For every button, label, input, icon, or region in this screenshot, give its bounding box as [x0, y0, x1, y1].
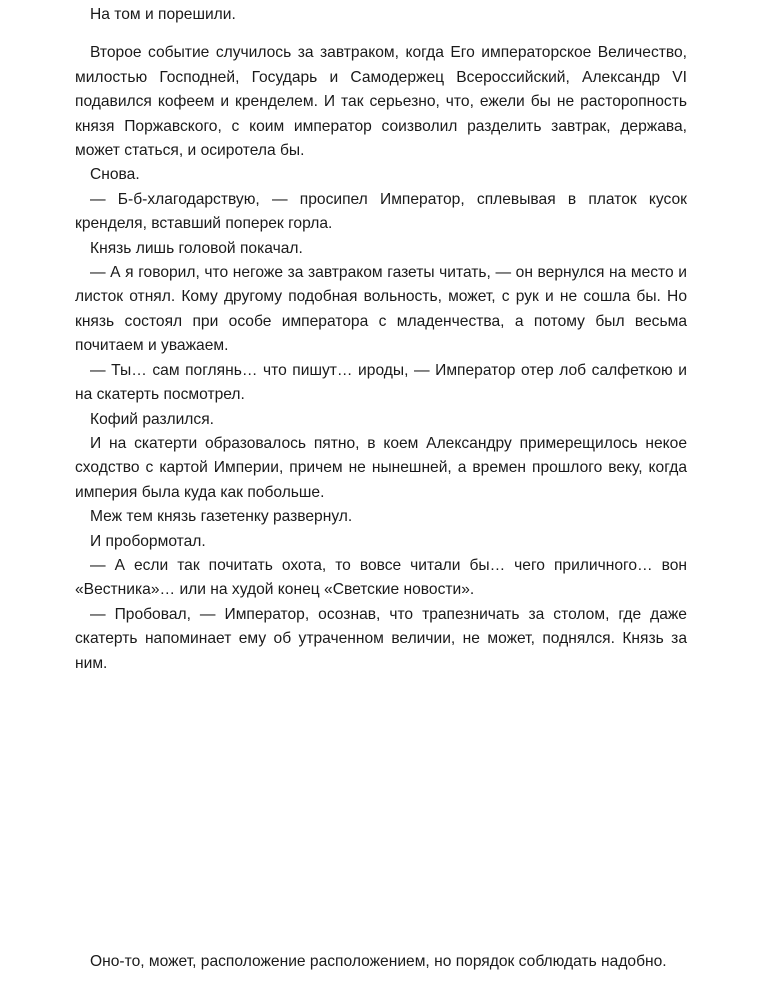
paragraph: Князь лишь головой покачал. — [90, 239, 303, 257]
paragraph: Снова. — [90, 166, 140, 184]
paragraph: Кофий разлился. — [90, 410, 214, 428]
paragraph: — Пробовал, — Император, осознав, что трапезничать за столом, где даже скатерть напоминает ему об утраченном величии, не может, поднялся. Князь за ним. — [75, 605, 687, 672]
paragraph: На том и порешили. — [90, 6, 236, 23]
paragraph: Второе событие случилось за завтраком, когда Его императорское Величество, милостью Господней, Государь и Самодержец Всероссийский, Александр VI подавился кофеем и кренделем. И так серьезно, что, ежели бы не расторопность князя Поржавского, с коим император соизволил разделить завтрак, держава, может статься, и осиротела бы. — [75, 44, 687, 160]
paragraph: — А если так почитать охота, то вовсе читали бы… чего приличного… вон «Вестника»… или на худой конец «Светские новости». — [75, 556, 687, 599]
paragraph: — А я говорил, что негоже за завтраком газеты читать, — он вернулся на место и листок отнял. Кому другому подобная вольность, может, с рук и не сошла бы. Но князь состоял при особе императора с младенчества, а потому был весьма почитаем и уважаем. — [75, 264, 687, 355]
paragraph: — Ты… сам поглянь… что пишут… ироды, — Император отер лоб салфеткою и на скатерть посмотрел. — [75, 361, 687, 404]
paragraph: Оно-то, может, расположение расположением, но порядок соблюдать надобно. — [90, 953, 667, 970]
paragraph: — Б-б-хлагодарствую, — просипел Император, сплевывая в платок кусок кренделя, вставший поперек горла. — [75, 190, 687, 233]
main-text-block — [75, 3, 687, 676]
paragraph: Меж тем князь газетенку развернул. — [90, 508, 353, 526]
paragraph: И на скатерти образовалось пятно, в коем Александру примерещилось некое сходство с картой Империи, причем не нынешней, а времен прошлого веку, когда империя была куда как побольше. — [75, 434, 687, 501]
paragraph: И пробормотал. — [90, 532, 206, 550]
footer-text-block — [75, 950, 687, 974]
